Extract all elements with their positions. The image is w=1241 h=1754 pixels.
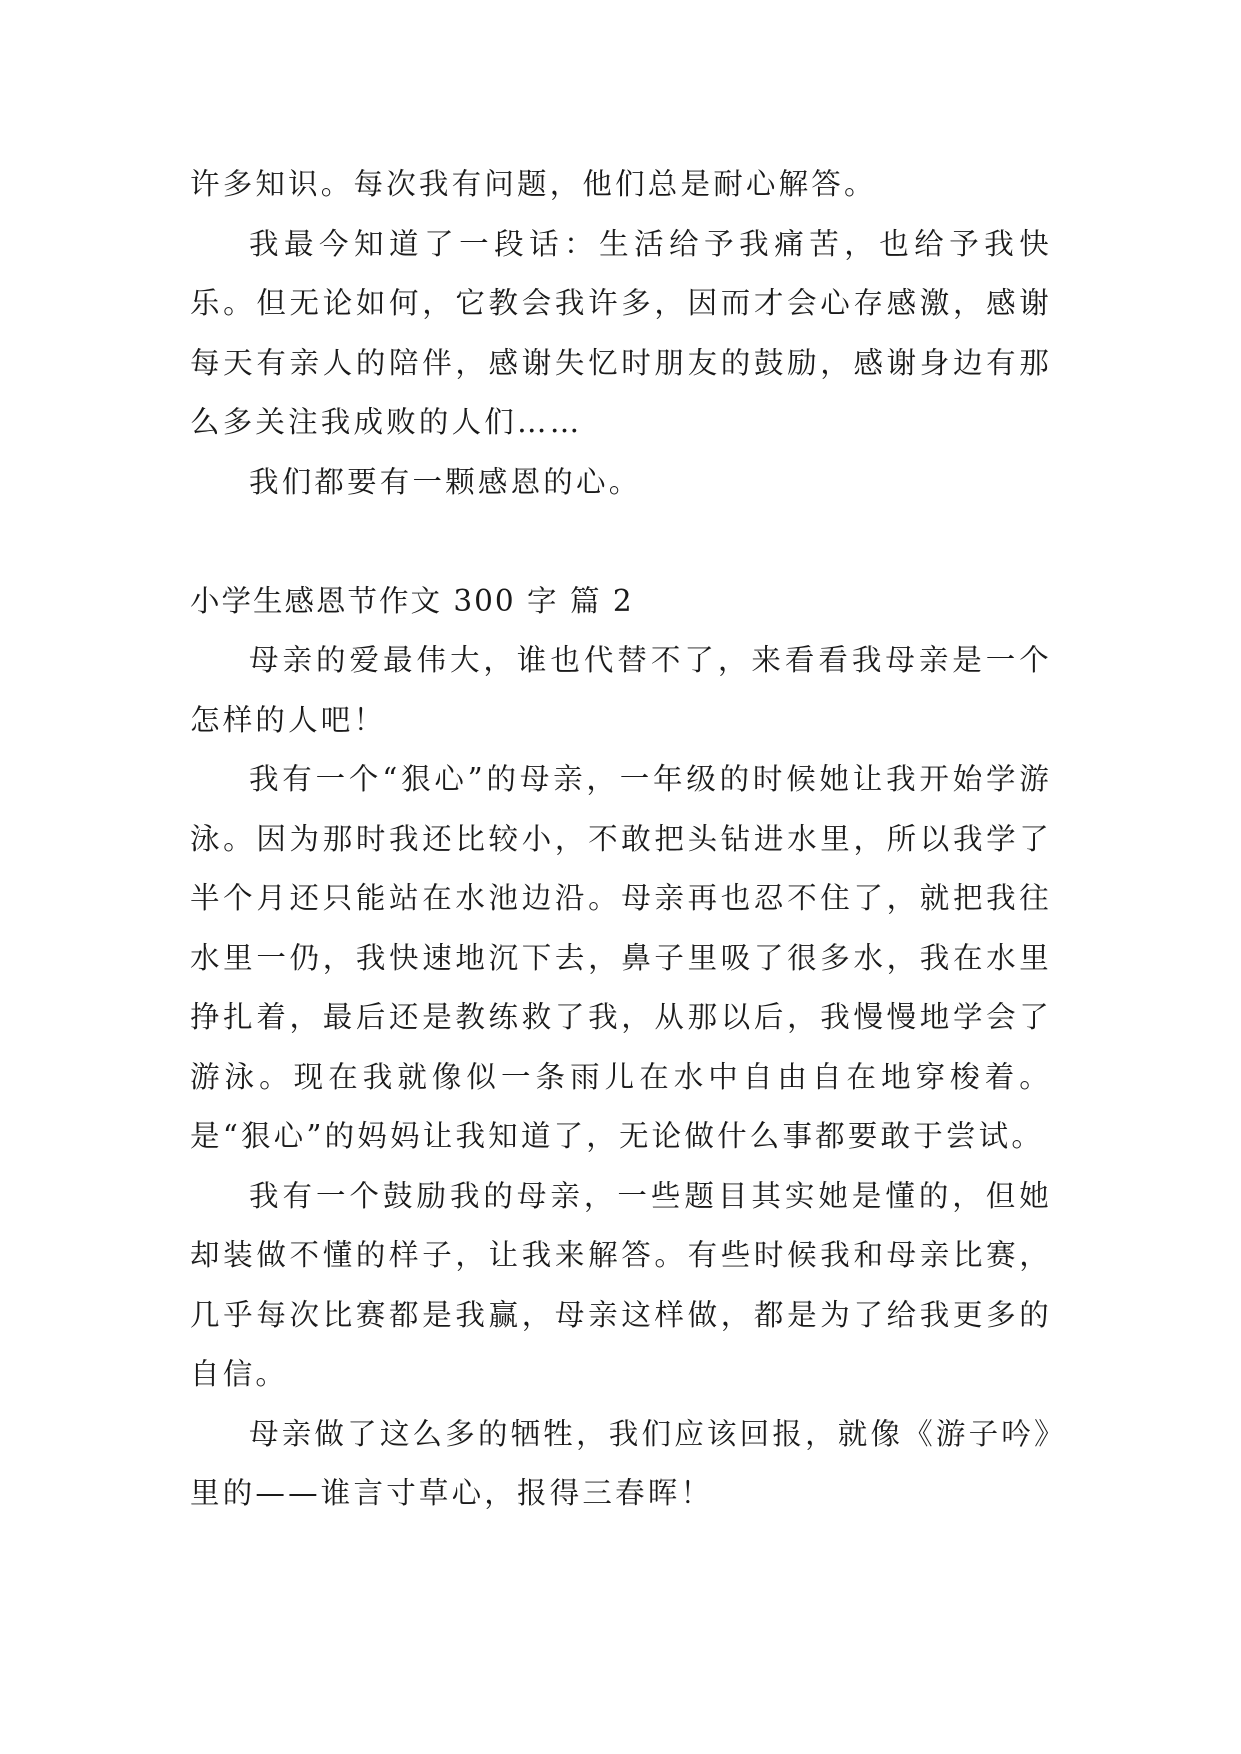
paragraph-spacer — [190, 512, 1052, 572]
document-body — [190, 155, 1052, 1524]
paragraph-intro: 母亲的爱最伟大，谁也代替不了，来看看我母亲是一个怎样的人吧！ — [190, 643, 1052, 737]
paragraph-swimming: 我有一个“狠心”的母亲，一年级的时候她让我开始学游泳。因为那时我还比较小，不敢把头钻进水里，所以我学了半个月还只能站在水池边沿。母亲再也忍不住了，就把我往水里一仍，我快速地沉下去，鼻子里吸了很多水，我在水里挣扎着，最后还是教练救了我，从那以后，我慢慢地学会了游泳。现在我就像似一条雨儿在水中自由自在地穿梭着。是“狠心”的妈妈让我知道了，无论做什么事都要敢于尝试。 — [190, 762, 1052, 1153]
paragraph-conclusion: 母亲做了这么多的牺牲，我们应该回报，就像《游子吟》里的——谁言寸草心，报得三春晖！ — [190, 1416, 1052, 1510]
paragraph-grateful-heart: 我们都要有一颗感恩的心。 — [249, 464, 642, 499]
continued-paragraph: 许多知识。每次我有问题，他们总是耐心解答。 — [190, 167, 877, 201]
paragraph-life-lesson: 我最今知道了一段话：生活给予我痛苦，也给予我快乐。但无论如何，它教会我许多，因而才会心存感激，感谢每天有亲人的陪伴，感谢失忆时朋友的鼓励，感谢身边有那么多关注我成败的人们…… — [190, 226, 1052, 439]
essay-title: 小学生感恩节作文 300 字 篇 2 — [190, 583, 634, 618]
paragraph-encouragement: 我有一个鼓励我的母亲，一些题目其实她是懂的，但她却装做不懂的样子，让我来解答。有些时候我和母亲比赛，几乎每次比赛都是我赢，母亲这样做，都是为了给我更多的自信。 — [190, 1178, 1052, 1391]
